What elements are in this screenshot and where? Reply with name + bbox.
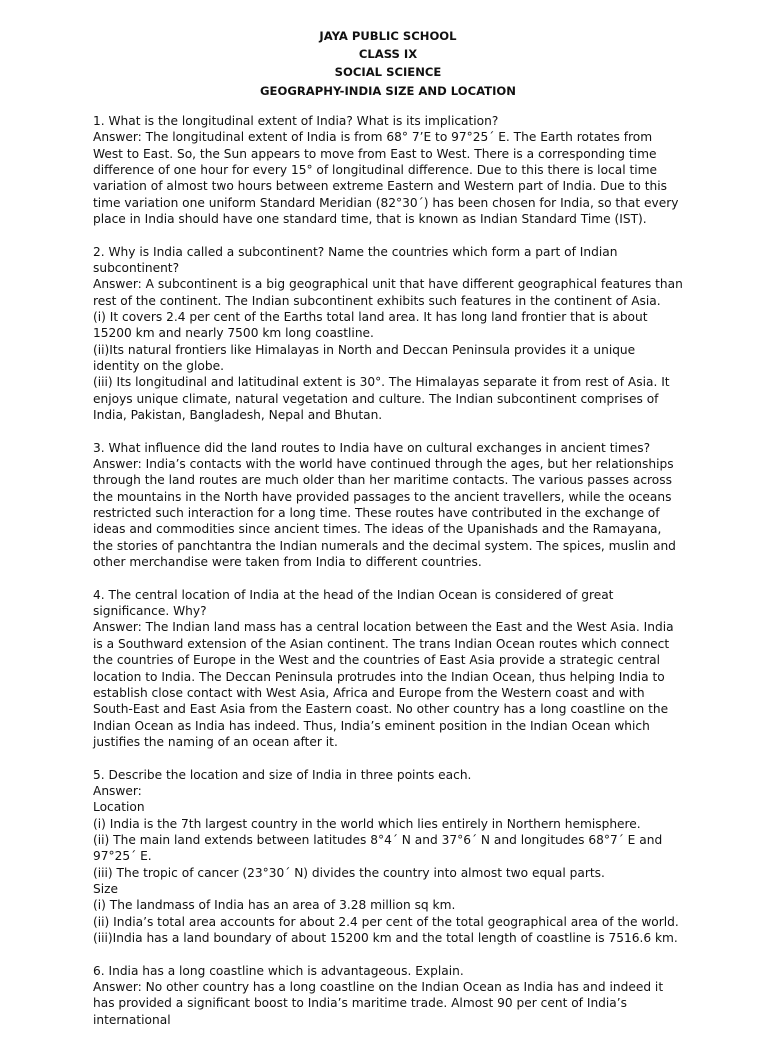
answer-text: Location [93, 800, 145, 815]
answer-text: (ii)Its natural frontiers like Himalayas in North and Deccan Peninsula provides it a unique identity on the globe. [93, 342, 636, 373]
class-name: CLASS IX [358, 47, 418, 62]
answer-text: (i) India is the 7th largest country in the world which lies entirely in Northern hemisphere. [93, 816, 641, 831]
question-text: 3. What influence did the land routes to India have on cultural exchanges in ancient times? [93, 440, 651, 455]
answer-text: (i) It covers 2.4 per cent of the Earths total land area. It has long land frontier that is about 15200 km and nearly 7500 km long coastline. [93, 309, 648, 341]
answer-text: Answer: The longitudinal extent of India is from 68° 7’E to 97°25´ E. The Earth rotates from West to East. So, the Sun appears to move from East to West. There is a corresponding time difference of one hour for every 15° of longitudinal difference. Due to this there is local time variation of almost two hours between extreme Eastern and Western part of India. Due to this time variation one uniform Standard Meridian (82°30´) has been chosen for India, so that every place in India should have one standard time, that is known as Indian Standard Time (IST). [93, 130, 679, 226]
answer-text: Answer: [93, 783, 142, 798]
topic-title: GEOGRAPHY-INDIA SIZE AND LOCATION [260, 83, 516, 98]
answer-text: Answer: India’s contacts with the world have continued through the ages, but her relationships through the land routes are much older than her maritime contacts. The various passes across the mountains in the North have provided passages to the ancient travellers, while the oceans restricted such interaction for a long time. These routes have contributed in the exchange of ideas and commodities since ancient times. The ideas of the Upanishads and the Ramayana, the stories of panchtantra the Indian numerals and the decimal system. The spices, muslin and other merchandise were taken from India to different countries. [93, 457, 676, 570]
answer-text: (iii) Its longitudinal and latitudinal extent is 30°. The Himalayas separate it from rest of Asia. It enjoys unique climate, natural vegetation and culture. The Indian subcontinent comprises of India, Pakistan, Bangladesh, Nepal and Bhutan. [93, 375, 670, 422]
answer-text: (i) The landmass of India has an area of 3.28 million sq km. [93, 898, 456, 913]
answer-text: (ii) India’s total area accounts for about 2.4 per cent of the total geographical area of the world. [93, 914, 679, 929]
question-text: 4. The central location of India at the head of the Indian Ocean is considered of great significance. Why? [93, 587, 614, 619]
answer-text: Answer: A subcontinent is a big geographical unit that have different geographical features than rest of the continent. The Indian subcontinent exhibits such features in the continent of Asia. [93, 277, 683, 308]
question-block [93, 113, 683, 227]
answer-text: Size [93, 881, 119, 896]
question-block [93, 244, 683, 424]
question-block [93, 767, 683, 947]
answer-text: Answer: No other country has a long coastline on the Indian Ocean as India has and indeed it has provided a significant boost to India’s maritime trade. Almost 90 per cent of India’s international [93, 980, 664, 1027]
answer-text: (iii)India has a land boundary of about 15200 km and the total length of coastline is 7516.6 km. [93, 931, 678, 945]
question-block [93, 440, 683, 571]
document-header [93, 27, 683, 100]
question-block [93, 963, 683, 1028]
answer-text: Answer: The Indian land mass has a central location between the East and the West Asia. India is a Southward extension of the Asian continent. The trans Indian Ocean routes which connect the countries of Europe in the West and the countries of East Asia provide a strategic central location to India. The Deccan Peninsula protrudes into the Indian Ocean, thus helping India to establish close contact with West Asia, Africa and Europe from the Western coast and with South-East and East Asia from the Eastern coast. No other country has a long coastline on the Indian Ocean as India has indeed. Thus, India’s eminent position in the Indian Ocean which justifies the naming of an ocean after it. [93, 620, 674, 749]
question-text: 6. India has a long coastline which is advantageous. Explain. [93, 963, 464, 978]
answer-text: (iii) The tropic of cancer (23°30´ N) divides the country into almost two equal parts. [93, 865, 605, 880]
question-answer-list [93, 113, 683, 1028]
question-text: 1. What is the longitudinal extent of India? What is its implication? [93, 113, 499, 128]
document-page [93, 27, 683, 1044]
question-block [93, 587, 683, 750]
question-text: 2. Why is India called a subcontinent? Name the countries which form a part of Indian subcontinent? [93, 244, 618, 275]
question-text: 5. Describe the location and size of India in three points each. [93, 767, 472, 782]
subject-name: SOCIAL SCIENCE [334, 65, 442, 80]
school-name: JAYA PUBLIC SCHOOL [319, 29, 457, 43]
answer-text: (ii) The main land extends between latitudes 8°4´ N and 37°6´ N and longitudes 68°7´ E and 97°25´ E. [93, 832, 663, 864]
